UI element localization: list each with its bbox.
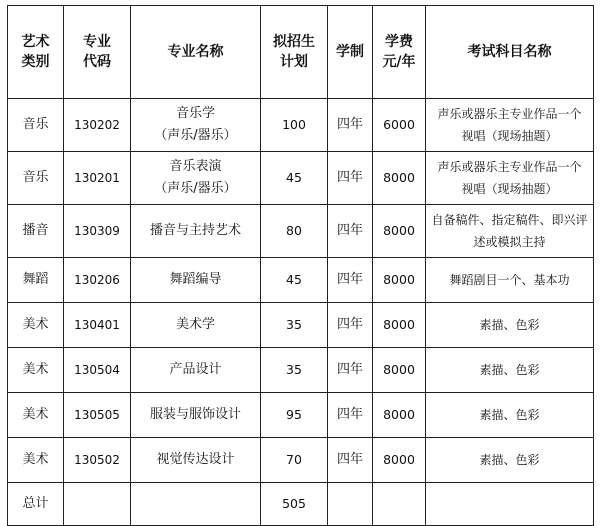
header-fee: 学费 元/年 bbox=[373, 6, 426, 99]
total-empty-duration bbox=[328, 483, 373, 526]
table-row bbox=[8, 258, 594, 303]
cell-major-line: 音乐学 bbox=[175, 106, 215, 121]
header-major: 专业名称 bbox=[131, 6, 261, 99]
total-empty-exam bbox=[426, 483, 594, 526]
cell-major bbox=[131, 393, 261, 438]
total-empty-code bbox=[64, 483, 131, 526]
cell-fee: 8000 bbox=[373, 303, 426, 348]
cell-fee: 8000 bbox=[373, 152, 426, 205]
cell-exam-line: 声乐或器乐主专业作品一个 bbox=[437, 107, 582, 121]
cell-code: 130206 bbox=[64, 258, 131, 303]
cell-fee: 8000 bbox=[373, 348, 426, 393]
cell-exam-line: 舞蹈剧目一个、基本功 bbox=[449, 273, 570, 287]
cell-major bbox=[131, 258, 261, 303]
cell-major-line: 美术学 bbox=[175, 317, 215, 332]
cell-major-line: 产品设计 bbox=[169, 362, 222, 377]
cell-major-line: 播音与主持艺术 bbox=[149, 223, 241, 238]
cell-category: 美术 bbox=[8, 348, 64, 393]
table-body bbox=[8, 99, 594, 483]
cell-plan: 100 bbox=[261, 99, 328, 152]
header-category: 艺术 类别 bbox=[8, 6, 64, 99]
cell-plan: 70 bbox=[261, 438, 328, 483]
cell-plan: 35 bbox=[261, 303, 328, 348]
table-row bbox=[8, 99, 594, 152]
cell-major-line: 音乐表演 bbox=[169, 159, 222, 174]
cell-plan: 95 bbox=[261, 393, 328, 438]
cell-duration: 四年 bbox=[328, 393, 373, 438]
header-exam: 考试科目名称 bbox=[426, 6, 594, 99]
cell-exam-line: 视唱（现场抽题） bbox=[461, 129, 558, 143]
cell-code: 130505 bbox=[64, 393, 131, 438]
enrollment-plan-table bbox=[7, 5, 594, 526]
total-label: 总计 bbox=[8, 483, 64, 526]
cell-major-line: 舞蹈编导 bbox=[169, 272, 222, 287]
cell-category: 美术 bbox=[8, 438, 64, 483]
cell-category: 播音 bbox=[8, 205, 64, 258]
total-row bbox=[8, 483, 594, 526]
cell-major bbox=[131, 205, 261, 258]
cell-exam bbox=[426, 205, 594, 258]
cell-duration: 四年 bbox=[328, 205, 373, 258]
cell-code: 130202 bbox=[64, 99, 131, 152]
cell-plan: 35 bbox=[261, 348, 328, 393]
cell-plan: 80 bbox=[261, 205, 328, 258]
cell-category: 美术 bbox=[8, 303, 64, 348]
table-row bbox=[8, 393, 594, 438]
cell-code: 130201 bbox=[64, 152, 131, 205]
cell-duration: 四年 bbox=[328, 438, 373, 483]
cell-fee: 8000 bbox=[373, 205, 426, 258]
cell-fee: 8000 bbox=[373, 258, 426, 303]
table-row bbox=[8, 152, 594, 205]
cell-major bbox=[131, 303, 261, 348]
cell-duration: 四年 bbox=[328, 348, 373, 393]
cell-major bbox=[131, 99, 261, 152]
total-empty-major bbox=[131, 483, 261, 526]
table-row bbox=[8, 348, 594, 393]
cell-exam-line: 述或模拟主持 bbox=[473, 235, 546, 249]
cell-exam-line: 素描、色彩 bbox=[479, 408, 540, 422]
table-row bbox=[8, 438, 594, 483]
cell-category: 音乐 bbox=[8, 99, 64, 152]
table-row bbox=[8, 205, 594, 258]
cell-fee: 8000 bbox=[373, 393, 426, 438]
cell-exam-line: 素描、色彩 bbox=[479, 363, 540, 377]
cell-code: 130401 bbox=[64, 303, 131, 348]
cell-exam-line: 素描、色彩 bbox=[479, 318, 540, 332]
cell-major bbox=[131, 152, 261, 205]
cell-major bbox=[131, 348, 261, 393]
cell-code: 130309 bbox=[64, 205, 131, 258]
cell-exam-line: 素描、色彩 bbox=[479, 453, 540, 467]
cell-plan: 45 bbox=[261, 258, 328, 303]
cell-major-line: （声乐/器乐） bbox=[154, 181, 237, 196]
cell-exam-line: 声乐或器乐主专业作品一个 bbox=[437, 160, 582, 174]
cell-category: 舞蹈 bbox=[8, 258, 64, 303]
cell-duration: 四年 bbox=[328, 99, 373, 152]
cell-code: 130504 bbox=[64, 348, 131, 393]
cell-exam-line: 自备稿件、指定稿件、即兴评 bbox=[431, 213, 588, 227]
total-empty-fee bbox=[373, 483, 426, 526]
cell-code: 130502 bbox=[64, 438, 131, 483]
cell-fee: 8000 bbox=[373, 438, 426, 483]
cell-exam bbox=[426, 438, 594, 483]
table-row bbox=[8, 303, 594, 348]
header-plan: 拟招生 计划 bbox=[261, 6, 328, 99]
cell-duration: 四年 bbox=[328, 258, 373, 303]
cell-plan: 45 bbox=[261, 152, 328, 205]
cell-exam bbox=[426, 348, 594, 393]
cell-exam bbox=[426, 152, 594, 205]
header-duration: 学制 bbox=[328, 6, 373, 99]
cell-exam bbox=[426, 99, 594, 152]
cell-exam bbox=[426, 393, 594, 438]
cell-major-line: 视觉传达设计 bbox=[156, 452, 235, 467]
cell-major-line: （声乐/器乐） bbox=[154, 128, 237, 143]
header-code: 专业 代码 bbox=[64, 6, 131, 99]
cell-duration: 四年 bbox=[328, 303, 373, 348]
cell-exam-line: 视唱（现场抽题） bbox=[461, 182, 558, 196]
cell-fee: 6000 bbox=[373, 99, 426, 152]
cell-major bbox=[131, 438, 261, 483]
cell-category: 音乐 bbox=[8, 152, 64, 205]
cell-exam bbox=[426, 258, 594, 303]
total-plan: 505 bbox=[261, 483, 328, 526]
cell-category: 美术 bbox=[8, 393, 64, 438]
cell-exam bbox=[426, 303, 594, 348]
cell-duration: 四年 bbox=[328, 152, 373, 205]
cell-major-line: 服装与服饰设计 bbox=[149, 407, 241, 422]
header-row bbox=[8, 6, 594, 99]
